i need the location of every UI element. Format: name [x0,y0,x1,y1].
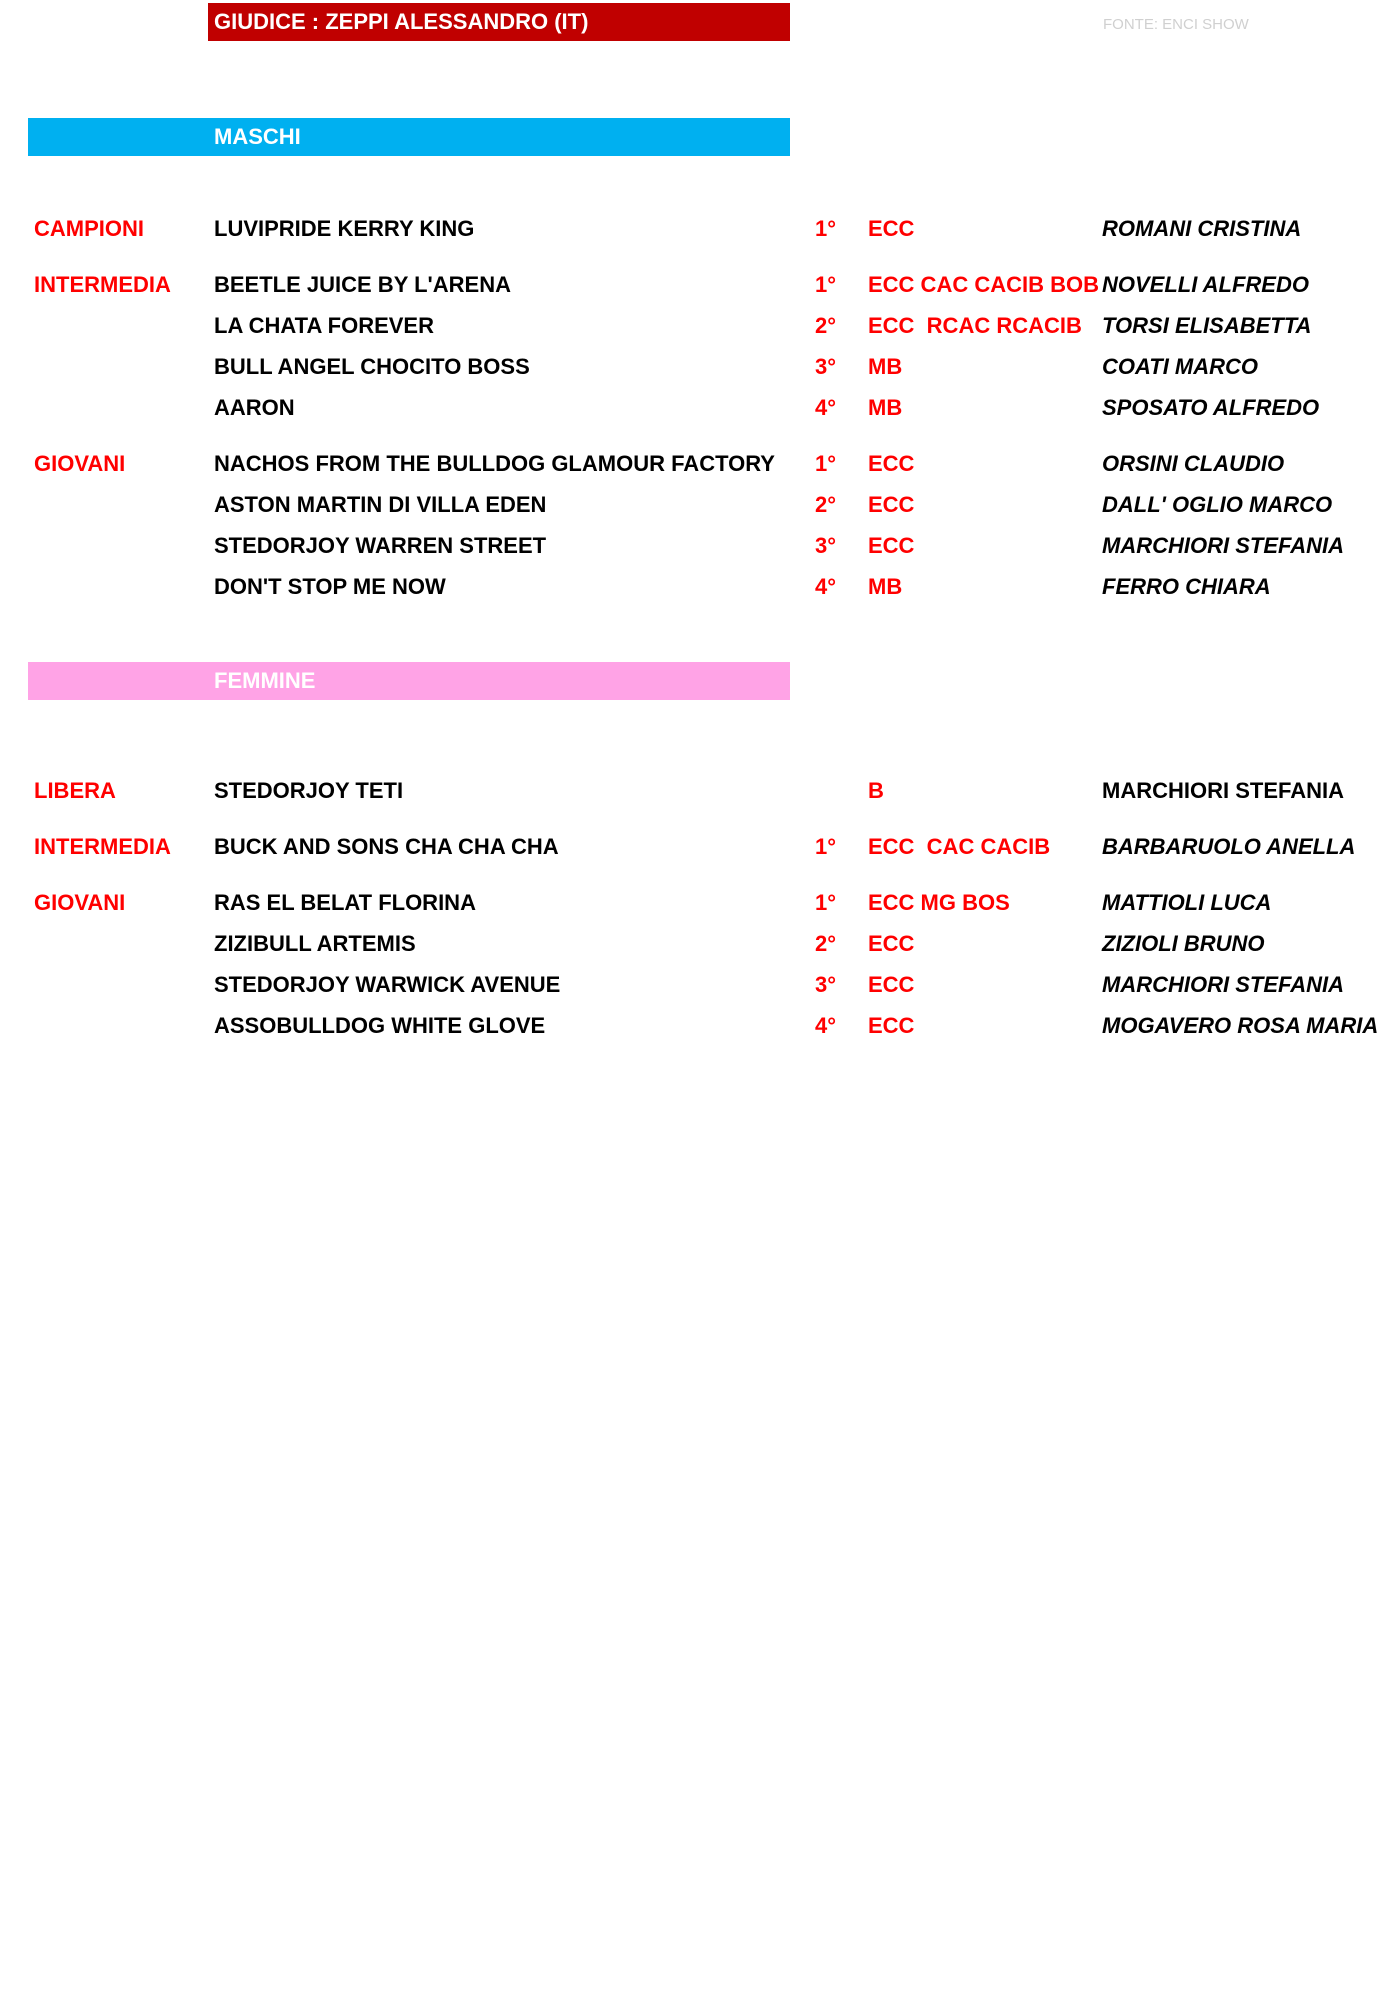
award: MB [868,395,903,420]
award: ECC CAC CACIB [868,834,1051,859]
dog-name: STEDORJOY WARREN STREET [214,533,547,558]
class-label: LIBERA [34,778,116,803]
owner-name: SPOSATO ALFREDO [1102,395,1320,420]
table-row [0,832,1400,862]
section-title: FEMMINE [214,668,316,693]
table-row [0,970,1400,1000]
owner-name: MARCHIORI STEFANIA [1102,972,1344,997]
owner-name: MARCHIORI STEFANIA [1102,778,1344,803]
placement: 1° [815,216,837,241]
dog-name: LUVIPRIDE KERRY KING [214,216,475,241]
class-label: GIOVANI [34,890,126,915]
placement: 1° [815,834,837,859]
dog-name: STEDORJOY WARWICK AVENUE [214,972,561,997]
award: ECC [868,492,915,517]
owner-name: MATTIOLI LUCA [1102,890,1272,915]
award: ECC [868,1013,915,1038]
section-header-maschi [28,118,790,156]
table-row [0,572,1400,602]
table-row [0,270,1400,300]
award: MB [868,354,903,379]
owner-name: ORSINI CLAUDIO [1102,451,1285,476]
table-row [0,929,1400,959]
placement: 3° [815,354,837,379]
table-row [0,776,1400,806]
table-row [0,888,1400,918]
placement: 2° [815,492,837,517]
placement: 4° [815,574,837,599]
table-row [0,531,1400,561]
award: ECC [868,972,915,997]
table-row [0,311,1400,341]
dog-name: ZIZIBULL ARTEMIS [214,931,416,956]
table-row [0,352,1400,382]
class-label: INTERMEDIA [34,272,171,297]
dog-name: NACHOS FROM THE BULLDOG GLAMOUR FACTORY [214,451,775,476]
placement: 1° [815,451,837,476]
class-label: CAMPIONI [34,216,144,241]
award: B [868,778,884,803]
award: ECC MG BOS [868,890,1010,915]
owner-name: NOVELLI ALFREDO [1102,272,1309,297]
table-row [0,1011,1400,1041]
dog-name: ASTON MARTIN DI VILLA EDEN [214,492,547,517]
dog-name: STEDORJOY TETI [214,778,404,803]
placement: 1° [815,272,837,297]
dog-name: BUCK AND SONS CHA CHA CHA [214,834,559,859]
table-row [0,393,1400,423]
dog-name: AARON [214,395,295,420]
owner-name: BARBARUOLO ANELLA [1102,834,1356,859]
class-label: GIOVANI [34,451,126,476]
table-row [0,214,1400,244]
placement: 3° [815,972,837,997]
owner-name: DALL' OGLIO MARCO [1102,492,1333,517]
award: MB [868,574,903,599]
placement: 4° [815,395,837,420]
table-row [0,449,1400,479]
section-header-femmine [28,662,790,700]
dog-name: RAS EL BELAT FLORINA [214,890,476,915]
placement: 1° [815,890,837,915]
owner-name: MARCHIORI STEFANIA [1102,533,1344,558]
class-label: INTERMEDIA [34,834,171,859]
dog-name: BULL ANGEL CHOCITO BOSS [214,354,530,379]
owner-name: MOGAVERO ROSA MARIA [1102,1013,1379,1038]
owner-name: ROMANI CRISTINA [1102,216,1302,241]
judge-header: GIUDICE : ZEPPI ALESSANDRO (IT) [208,3,790,41]
dog-name: DON'T STOP ME NOW [214,574,446,599]
owner-name: TORSI ELISABETTA [1102,313,1312,338]
dog-name: BEETLE JUICE BY L'ARENA [214,272,511,297]
owner-name: COATI MARCO [1102,354,1259,379]
award: ECC [868,533,915,558]
placement: 3° [815,533,837,558]
owner-name: ZIZIOLI BRUNO [1102,931,1265,956]
placement: 4° [815,1013,837,1038]
dog-name: ASSOBULLDOG WHITE GLOVE [214,1013,546,1038]
award: ECC [868,216,915,241]
placement: 2° [815,313,837,338]
placement: 2° [815,931,837,956]
owner-name: FERRO CHIARA [1102,574,1271,599]
section-title: MASCHI [214,124,301,149]
source-label: FONTE: ENCI SHOW [1103,16,1249,33]
table-row [0,490,1400,520]
award: ECC [868,451,915,476]
dog-name: LA CHATA FOREVER [214,313,434,338]
award: ECC CAC CACIB BOB [868,272,1099,297]
award: ECC [868,931,915,956]
award: ECC RCAC RCACIB [868,313,1082,338]
